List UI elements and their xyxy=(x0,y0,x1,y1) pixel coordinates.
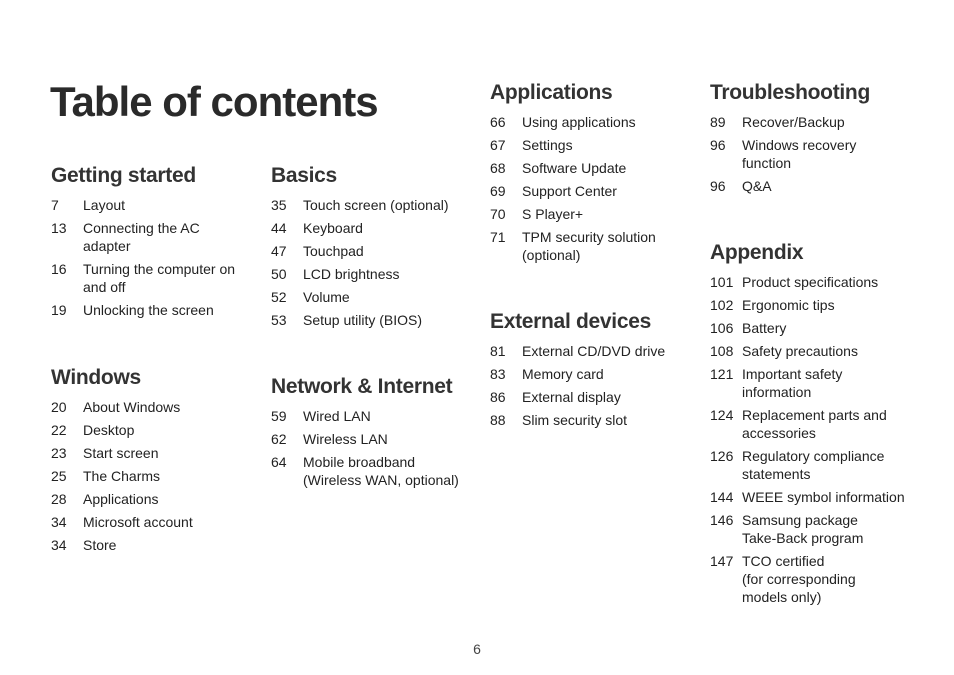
toc-entry-title: Wired LAN xyxy=(303,408,371,424)
toc-entry[interactable] xyxy=(490,182,690,200)
toc-page-number: 71 xyxy=(490,229,506,245)
toc-page-number: 144 xyxy=(710,489,734,505)
toc-entry-title: Mobile broadband (Wireless WAN, optional) xyxy=(303,454,459,488)
toc-page-number: 83 xyxy=(490,366,506,382)
toc-entry[interactable] xyxy=(271,265,471,283)
toc-page-number: 88 xyxy=(490,412,506,428)
toc-entry-title: S Player+ xyxy=(522,206,584,222)
toc-entry-title: Samsung package Take-Back program xyxy=(742,512,864,546)
toc-page-number: 44 xyxy=(271,220,287,236)
toc-entry[interactable] xyxy=(51,467,251,485)
toc-page-number: 50 xyxy=(271,266,287,282)
toc-entry-title: Battery xyxy=(742,320,787,336)
toc-entry-title: Memory card xyxy=(522,366,604,382)
toc-entry[interactable] xyxy=(710,342,910,360)
toc-page-number: 96 xyxy=(710,178,726,194)
toc-entry[interactable] xyxy=(271,219,471,237)
toc-page-number: 59 xyxy=(271,408,287,424)
toc-entry[interactable] xyxy=(51,536,251,554)
toc-entry[interactable] xyxy=(710,365,910,401)
toc-entry[interactable] xyxy=(490,411,690,429)
toc-entry-title: The Charms xyxy=(83,468,161,484)
toc-page-number: 66 xyxy=(490,114,506,130)
toc-entry-title: Microsoft account xyxy=(83,514,193,530)
toc-entry-title: Recover/Backup xyxy=(742,114,845,130)
toc-entry[interactable] xyxy=(710,136,910,172)
toc-entry[interactable] xyxy=(51,421,251,439)
toc-entry-title: Store xyxy=(83,537,117,553)
page-title: Table of contents xyxy=(50,78,378,125)
toc-entry[interactable] xyxy=(271,430,471,448)
section-heading: External devices xyxy=(490,310,651,333)
toc-entry-title: Keyboard xyxy=(303,220,363,236)
toc-entry-title: TCO certified (for corresponding models only) xyxy=(742,553,856,605)
toc-page-number: 22 xyxy=(51,422,67,438)
toc-page-number: 70 xyxy=(490,206,506,222)
toc-entry[interactable] xyxy=(490,205,690,223)
toc-entry[interactable] xyxy=(710,511,910,547)
toc-entry[interactable] xyxy=(51,260,251,296)
section-heading: Network & Internet xyxy=(271,375,453,398)
toc-entry-title: LCD brightness xyxy=(303,266,400,282)
toc-entry[interactable] xyxy=(490,342,690,360)
toc-entry[interactable] xyxy=(710,296,910,314)
toc-entry[interactable] xyxy=(51,513,251,531)
toc-entry-title: Desktop xyxy=(83,422,135,438)
toc-page-number: 19 xyxy=(51,302,67,318)
toc-page-number: 86 xyxy=(490,389,506,405)
toc-page-number: 106 xyxy=(710,320,734,336)
toc-page-number: 147 xyxy=(710,553,734,569)
toc-page-number: 101 xyxy=(710,274,734,290)
toc-page-number: 108 xyxy=(710,343,734,359)
toc-entry[interactable] xyxy=(710,113,910,131)
toc-entry-title: Start screen xyxy=(83,445,159,461)
toc-page-number: 34 xyxy=(51,537,67,553)
toc-entry-title: Regulatory compliance statements xyxy=(742,448,885,482)
toc-entry[interactable] xyxy=(490,159,690,177)
toc-entry-title: Unlocking the screen xyxy=(83,302,214,318)
toc-page-number: 146 xyxy=(710,512,734,528)
toc-entry-title: Setup utility (BIOS) xyxy=(303,312,423,328)
toc-entry-title: About Windows xyxy=(83,399,181,415)
toc-entry[interactable] xyxy=(490,136,690,154)
section-heading: Getting started xyxy=(51,164,196,187)
toc-entry[interactable] xyxy=(51,196,251,214)
toc-entry-title: Volume xyxy=(303,289,350,305)
toc-entry[interactable] xyxy=(490,388,690,406)
section-heading: Windows xyxy=(51,366,141,389)
section-applications xyxy=(490,79,690,269)
toc-entry-title: Important safety information xyxy=(742,366,843,400)
toc-entry[interactable] xyxy=(271,453,471,489)
toc-entry[interactable] xyxy=(271,196,471,214)
toc-entry[interactable] xyxy=(710,177,910,195)
toc-entry[interactable] xyxy=(51,219,251,255)
toc-entry[interactable] xyxy=(710,406,910,442)
toc-entry[interactable] xyxy=(51,490,251,508)
toc-page-number: 16 xyxy=(51,261,67,277)
toc-entry-title: TPM security solution (optional) xyxy=(522,229,656,263)
toc-entry[interactable] xyxy=(490,228,690,264)
toc-entry[interactable] xyxy=(710,488,910,506)
toc-page-number: 69 xyxy=(490,183,506,199)
toc-entry-title: Wireless LAN xyxy=(303,431,388,447)
section-basics xyxy=(271,162,471,334)
toc-page-number: 7 xyxy=(51,197,59,213)
toc-entry[interactable] xyxy=(490,365,690,383)
toc-entry-title: Connecting the AC adapter xyxy=(83,220,200,254)
toc-page-number: 124 xyxy=(710,407,734,423)
toc-entry-title: Windows recovery function xyxy=(742,137,857,171)
toc-page-number: 23 xyxy=(51,445,67,461)
toc-entry[interactable] xyxy=(710,273,910,291)
toc-entry[interactable] xyxy=(490,113,690,131)
toc-entry-title: Using applications xyxy=(522,114,636,130)
toc-page-number: 52 xyxy=(271,289,287,305)
toc-page-number: 89 xyxy=(710,114,726,130)
section-windows xyxy=(51,364,251,559)
section-appendix xyxy=(710,239,910,611)
toc-page-number: 34 xyxy=(51,514,67,530)
toc-page-number: 47 xyxy=(271,243,287,259)
toc-page-number: 25 xyxy=(51,468,67,484)
toc-page-number: 81 xyxy=(490,343,506,359)
toc-entry-title: Product specifications xyxy=(742,274,879,290)
toc-entry-title: WEEE symbol information xyxy=(742,489,905,505)
section-network-internet xyxy=(271,373,471,494)
toc-page-number: 13 xyxy=(51,220,67,236)
toc-entry-title: Software Update xyxy=(522,160,627,176)
toc-page-number: 126 xyxy=(710,448,734,464)
toc-entry-title: Ergonomic tips xyxy=(742,297,835,313)
toc-entry-title: Slim security slot xyxy=(522,412,628,428)
toc-page-number: 121 xyxy=(710,366,734,382)
toc-entry[interactable] xyxy=(710,447,910,483)
toc-page-number: 35 xyxy=(271,197,287,213)
toc-page-number: 64 xyxy=(271,454,287,470)
toc-entry[interactable] xyxy=(51,301,251,319)
toc-entry-title: Applications xyxy=(83,491,159,507)
toc-page-number: 53 xyxy=(271,312,287,328)
toc-page-number: 96 xyxy=(710,137,726,153)
toc-entry-title: Settings xyxy=(522,137,573,153)
toc-entry-title: Support Center xyxy=(522,183,617,199)
toc-page-number: 28 xyxy=(51,491,67,507)
toc-entry[interactable] xyxy=(51,398,251,416)
toc-entry-title: Layout xyxy=(83,197,126,213)
toc-entry-title: Touchpad xyxy=(303,243,364,259)
toc-page-number: 20 xyxy=(51,399,67,415)
section-heading: Troubleshooting xyxy=(710,81,870,104)
section-troubleshooting xyxy=(710,79,910,200)
section-getting-started xyxy=(51,162,251,324)
toc-page-number: 67 xyxy=(490,137,506,153)
section-heading: Basics xyxy=(271,164,337,187)
toc-page-number: 102 xyxy=(710,297,734,313)
toc-entry[interactable] xyxy=(51,444,251,462)
toc-entry[interactable] xyxy=(710,319,910,337)
toc-entry[interactable] xyxy=(271,242,471,260)
toc-entry-title: Replacement parts and accessories xyxy=(742,407,887,441)
section-heading: Applications xyxy=(490,81,613,104)
toc-entry[interactable] xyxy=(271,311,471,329)
toc-entry-title: Touch screen (optional) xyxy=(303,197,449,213)
toc-entry[interactable] xyxy=(271,288,471,306)
toc-entry-title: Safety precautions xyxy=(742,343,858,359)
section-heading: Appendix xyxy=(710,241,804,264)
toc-entry-title: Q&A xyxy=(742,178,772,194)
toc-entry-title: External display xyxy=(522,389,621,405)
toc-entry[interactable] xyxy=(271,407,471,425)
toc-entry-title: External CD/DVD drive xyxy=(522,343,666,359)
toc-page-number: 68 xyxy=(490,160,506,176)
toc-entry-title: Turning the computer on and off xyxy=(83,261,236,295)
toc-entry[interactable] xyxy=(710,552,910,606)
page-number: 6 xyxy=(473,641,481,657)
section-external-devices xyxy=(490,308,690,434)
toc-page-number: 62 xyxy=(271,431,287,447)
